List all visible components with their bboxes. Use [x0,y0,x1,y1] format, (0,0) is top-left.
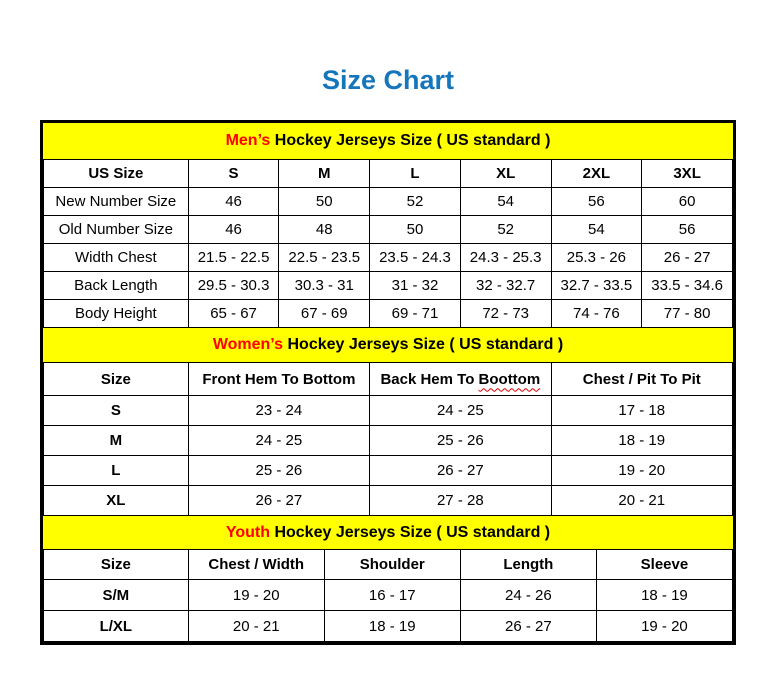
page-title: Size Chart [321,65,455,95]
table-row [44,216,733,244]
data-cell: 19 - 20 [551,456,732,486]
table-row [44,188,733,216]
mens-size-table [43,159,733,328]
data-cell: 56 [642,216,733,244]
data-cell: 60 [642,188,733,216]
size-chart-container [40,120,736,645]
row-label-cell: S/M [44,580,189,611]
misspelled-word: Boottom [478,370,541,388]
data-cell: 46 [188,216,279,244]
table-row [44,580,733,611]
data-cell: 25 - 26 [188,456,369,486]
column-header-cell: Chest / Pit To Pit [551,363,732,396]
row-label-cell: Back Length [44,272,189,300]
column-header-row [44,550,733,580]
data-cell: 26 - 27 [188,486,369,516]
row-label-cell: Body Height [44,300,189,328]
data-cell: 52 [370,188,461,216]
column-header-row [44,363,733,396]
data-cell: 26 - 27 [642,244,733,272]
data-cell: 19 - 20 [596,611,732,642]
table-row [44,486,733,516]
row-label-cell: S [44,396,189,426]
column-header-cell: M [279,160,370,188]
row-label-cell: M [44,426,189,456]
row-label-cell: L/XL [44,611,189,642]
data-cell: 24 - 25 [188,426,369,456]
table-row [44,244,733,272]
column-header-cell: 3XL [642,160,733,188]
table-row [44,396,733,426]
data-cell: 33.5 - 34.6 [642,272,733,300]
data-cell: 17 - 18 [551,396,732,426]
column-header-cell: Back Hem To Boottom [370,363,551,396]
column-header-cell: Shoulder [324,550,460,580]
row-label-cell: Old Number Size [44,216,189,244]
youth-size-table [43,549,733,642]
data-cell: 25.3 - 26 [551,244,642,272]
womens-section-band [43,328,733,362]
data-cell: 18 - 19 [596,580,732,611]
table-row [44,272,733,300]
column-header-cell: L [370,160,461,188]
data-cell: 18 - 19 [551,426,732,456]
data-cell: 20 - 21 [188,611,324,642]
column-header-cell: US Size [44,160,189,188]
column-header-cell: Sleeve [596,550,732,580]
data-cell: 46 [188,188,279,216]
column-header-cell: 2XL [551,160,642,188]
data-cell: 48 [279,216,370,244]
data-cell: 27 - 28 [370,486,551,516]
row-label-cell: New Number Size [44,188,189,216]
column-header-cell: Chest / Width [188,550,324,580]
band-accent-text: Women’s [212,336,284,353]
data-cell: 23.5 - 24.3 [370,244,461,272]
data-cell: 32 - 32.7 [460,272,551,300]
womens-size-table [43,362,733,516]
column-header-cell: XL [460,160,551,188]
data-cell: 74 - 76 [551,300,642,328]
data-cell: 72 - 73 [460,300,551,328]
data-cell: 31 - 32 [370,272,461,300]
data-cell: 23 - 24 [188,396,369,426]
data-cell: 65 - 67 [188,300,279,328]
column-header-cell: S [188,160,279,188]
column-header-cell: Length [460,550,596,580]
row-label-cell: Width Chest [44,244,189,272]
data-cell: 22.5 - 23.5 [279,244,370,272]
band-rest-text: Hockey Jerseys Size ( US standard ) [270,524,551,541]
data-cell: 21.5 - 22.5 [188,244,279,272]
band-accent-text: Men’s [225,132,271,149]
data-cell: 52 [460,216,551,244]
row-label-cell: XL [44,486,189,516]
data-cell: 67 - 69 [279,300,370,328]
data-cell: 50 [370,216,461,244]
data-cell: 69 - 71 [370,300,461,328]
data-cell: 20 - 21 [551,486,732,516]
data-cell: 30.3 - 31 [279,272,370,300]
data-cell: 56 [551,188,642,216]
column-header-cell: Size [44,363,189,396]
data-cell: 54 [460,188,551,216]
youth-section-band [43,516,733,549]
data-cell: 19 - 20 [188,580,324,611]
data-cell: 26 - 27 [460,611,596,642]
data-cell: 24.3 - 25.3 [460,244,551,272]
column-header-cell: Front Hem To Bottom [188,363,369,396]
table-row [44,426,733,456]
band-accent-text: Youth [225,524,270,541]
mens-section-band [43,123,733,159]
band-rest-text: Hockey Jerseys Size ( US standard ) [270,132,551,149]
data-cell: 16 - 17 [324,580,460,611]
data-cell: 29.5 - 30.3 [188,272,279,300]
data-cell: 24 - 25 [370,396,551,426]
column-header-cell: Size [44,550,189,580]
table-row [44,456,733,486]
data-cell: 50 [279,188,370,216]
data-cell: 26 - 27 [370,456,551,486]
band-rest-text: Hockey Jerseys Size ( US standard ) [283,336,564,353]
data-cell: 32.7 - 33.5 [551,272,642,300]
data-cell: 25 - 26 [370,426,551,456]
data-cell: 18 - 19 [324,611,460,642]
table-row [44,611,733,642]
column-header-row [44,160,733,188]
row-label-cell: L [44,456,189,486]
data-cell: 77 - 80 [642,300,733,328]
data-cell: 24 - 26 [460,580,596,611]
table-row [44,300,733,328]
data-cell: 54 [551,216,642,244]
